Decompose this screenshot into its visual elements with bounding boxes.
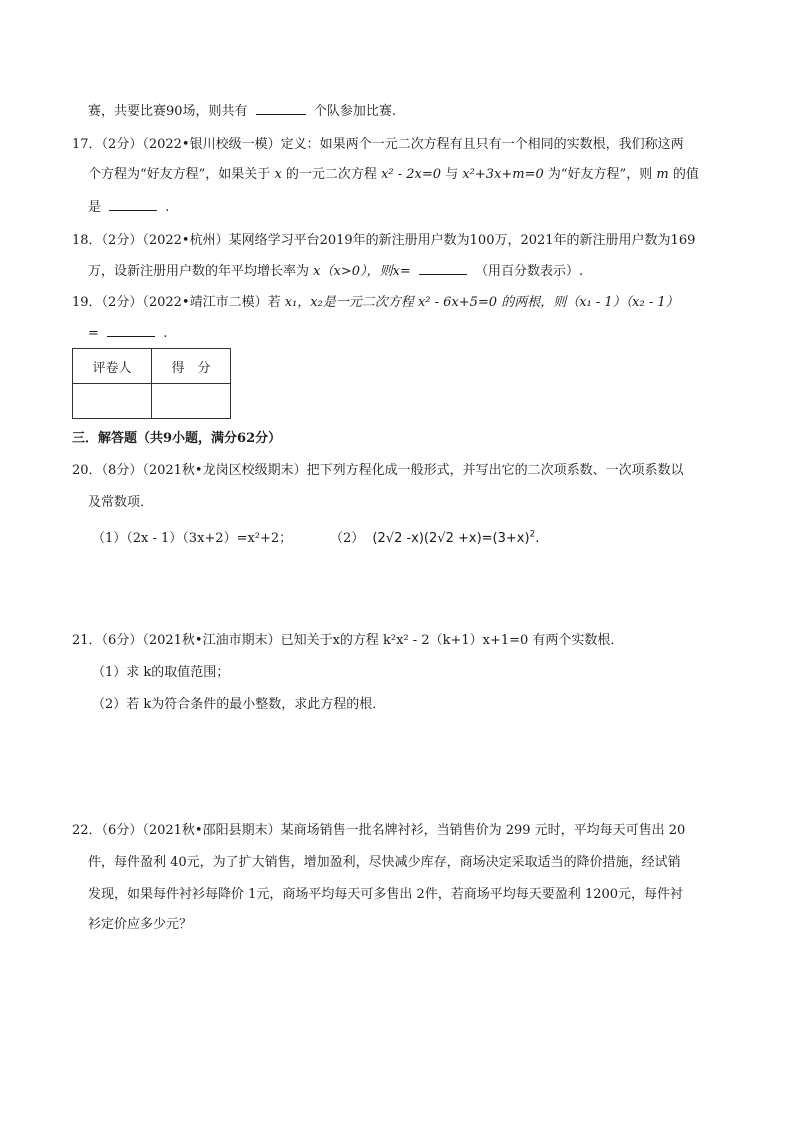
q17-var-m: m: [656, 167, 669, 182]
q17-text: 个方程为“好友方程”，如果关于: [88, 167, 271, 182]
q20-line2: 及常数项．: [88, 495, 154, 510]
q20-part2-label: （2）: [330, 531, 365, 546]
q17-text: 的值: [672, 167, 699, 182]
sqrt-icon: √: [385, 531, 395, 546]
q17-equation-1: x² - 2x=0: [381, 167, 442, 182]
score-table: [72, 348, 231, 419]
q22-line4: 衫定价应多少元？: [88, 917, 193, 932]
q18-text: （用百分数表示）.: [475, 264, 584, 279]
q18-answer-blank[interactable]: [419, 262, 467, 275]
q17-text: 为“好友方程”，则: [547, 167, 653, 182]
q16-answer-blank[interactable]: [256, 102, 306, 115]
q20-part2: [330, 530, 794, 548]
q22-line1: 22．（6分）（2021秋•邵阳县期末）某商场销售一批名牌衬衫，当销售价为 299 元时，平均每天可售出 20: [72, 823, 686, 838]
q22-line3: 发现，如果每件衬衫每降价 1元，商场平均每天可多售出 2件，若商场平均每天要盈利 1200元，每件衬: [88, 887, 684, 902]
q17-text: 与: [445, 167, 459, 182]
q21-line1: 21．（6分）（2021秋•江油市期末）已知关于x的方程 k²x² - 2（k+1）x+1=0 有两个实数根．: [72, 633, 624, 648]
q22-line2: 件，每件盈利 40元，为了扩大销售，增加盈利，尽快减少库存，商场决定采取适当的降价措施，经试销: [88, 855, 681, 870]
q17-line1: 17．（2分）（2022•银川校级一模）定义：如果两个一元二次方程有且只有一个相同的实数根，我们称这两: [72, 137, 684, 152]
q20-eq-end: .: [535, 531, 540, 546]
q17-var-x: x: [274, 167, 282, 182]
q16-text-after: 个队参加比赛.: [313, 104, 396, 119]
q18-line1: 18．（2分）（2022•杭州）某网络学习平台2019年的新注册用户数为100万，2021年的新注册用户数为169: [72, 233, 696, 248]
q17-answer-blank[interactable]: [109, 198, 157, 211]
q19-text: .: [163, 326, 168, 341]
q17-text: 的一元二次方程: [285, 167, 377, 182]
q17-line3: [88, 198, 794, 217]
q17-line2: [88, 166, 794, 184]
q19-text: 19．（2分）（2022•靖江市二模）若: [72, 295, 281, 310]
sqrt-icon: √: [437, 531, 446, 546]
q19-line2: [88, 324, 794, 343]
q21-part1: （1）求 k的取值范围；: [92, 665, 230, 680]
score-table-score-cell[interactable]: [152, 384, 231, 419]
q20-eq-radicand: 2: [445, 531, 454, 546]
q21-part2: （2）若 k为符合条件的最小整数，求此方程的根．: [92, 697, 386, 712]
q18-text: 万，设新注册用户数的年平均增长率为: [88, 264, 310, 279]
q19-answer-blank[interactable]: [107, 324, 155, 337]
score-table-grader-cell[interactable]: [73, 384, 152, 419]
score-table-score-header: 得 分: [152, 349, 231, 384]
q17-text: .: [165, 200, 170, 215]
score-table-grader-header: 评卷人: [73, 349, 152, 384]
q19-equation: x² - 6x+5=0 的两根，则（x₁ - 1）（x₂ - 1）: [417, 295, 679, 310]
q16-tail-line: [88, 102, 794, 121]
q19-line1: [72, 294, 794, 312]
q18-line2: [88, 262, 794, 281]
q19-text: x₁，x₂是一元二次方程: [284, 295, 414, 310]
q20-part2-equation: [372, 531, 539, 546]
q16-text: 赛，共要比赛90场，则共有: [88, 104, 248, 119]
q20-eq-segment: -x)(2: [402, 531, 438, 546]
q18-var-text: x（x>0），则x=: [313, 264, 411, 279]
q20-line1: 20．（8分）（2021秋•龙岗区校级期末）把下列方程化成一般形式，并写出它的二次项系数、一次项系数以: [72, 463, 684, 478]
q20-eq-segment: +x)=(3+x): [453, 531, 530, 546]
q20-part1: （1）（2x - 1）（3x+2）=x²+2；: [92, 531, 293, 546]
q20-eq-exponent: 2: [529, 529, 536, 540]
q19-text: =: [88, 326, 99, 341]
q17-equation-2: x²+3x+m=0: [462, 167, 544, 182]
q20-eq-radicand: 2: [394, 531, 403, 546]
q20-eq-segment: (2: [372, 531, 386, 546]
q17-text: 是: [88, 200, 102, 215]
section-title: 三．解答题（共9小题，满分62分）: [72, 431, 282, 446]
